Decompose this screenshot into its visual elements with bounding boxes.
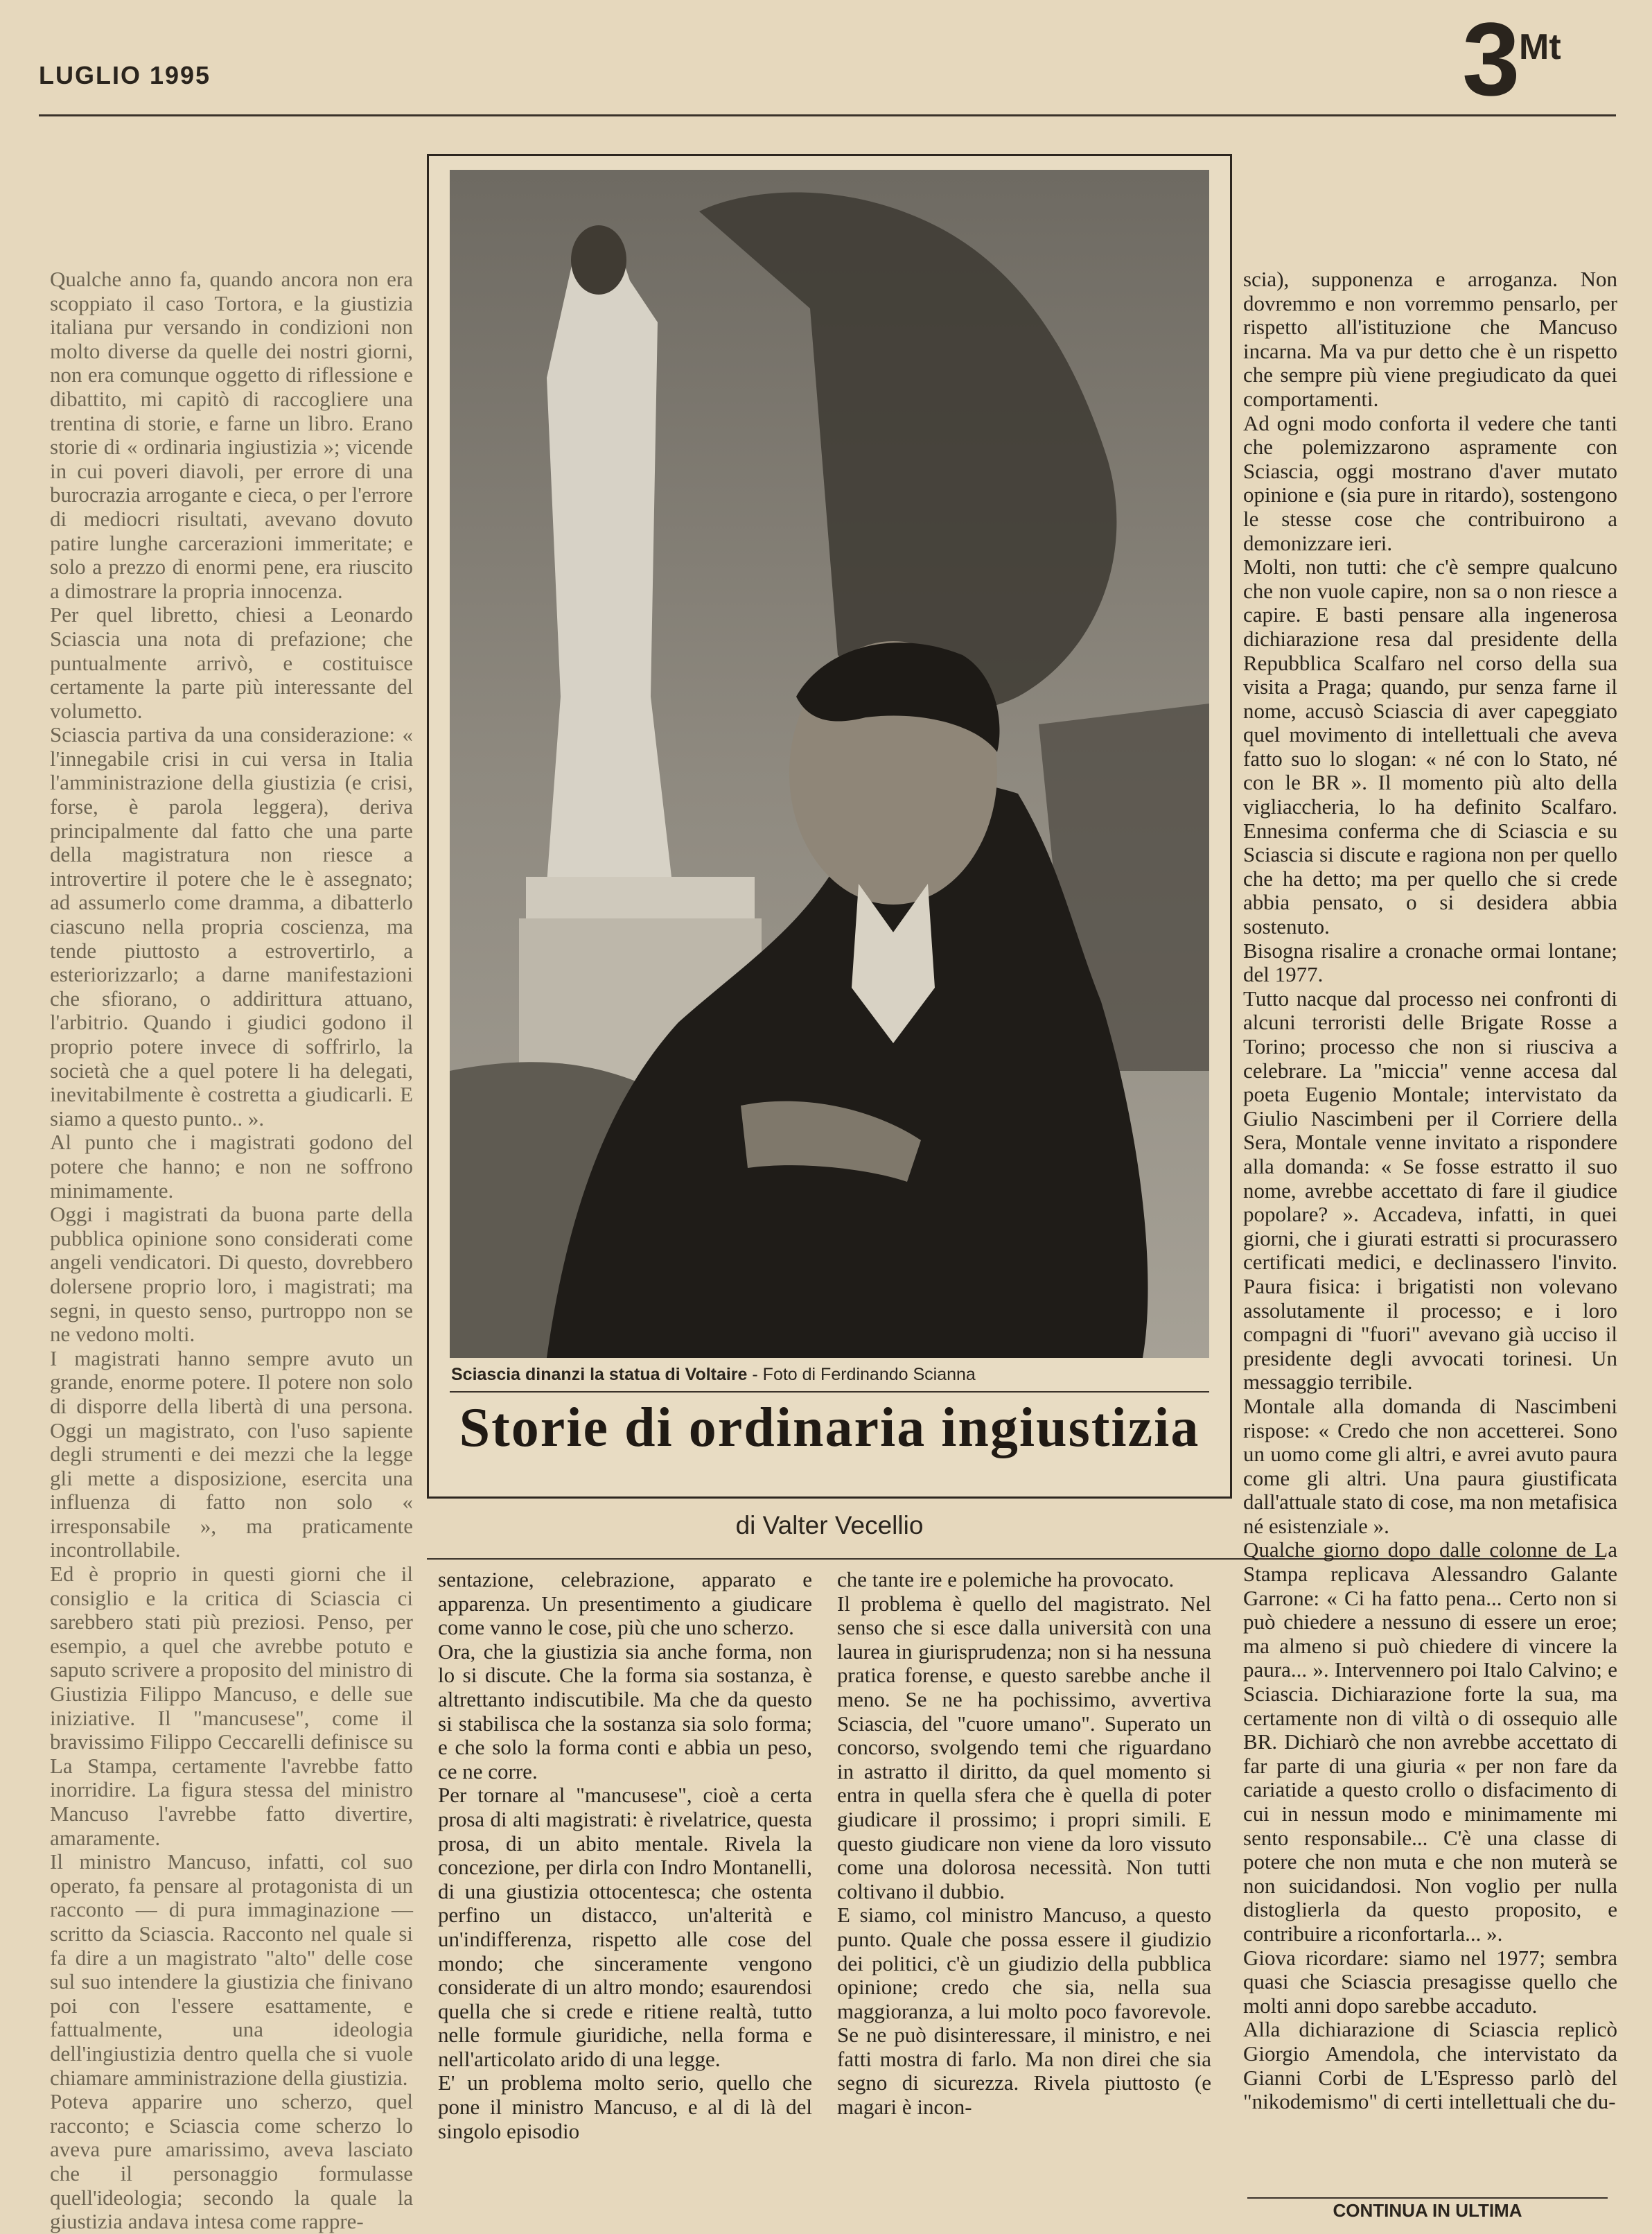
photo-caption	[451, 1365, 976, 1385]
masthead-logo	[1462, 1, 1587, 117]
caption-rule	[450, 1391, 1209, 1393]
masthead-suffix: Mt	[1519, 27, 1561, 67]
issue-date: LUGLIO 1995	[39, 61, 211, 89]
continue-notice: CONTINUA IN ULTIMA	[1247, 2197, 1608, 2222]
article-column-1: Qualche anno fa, quando ancora non era scoppiato il caso Tortora, e la giustizia italiana pur versando in condizioni non molto diverse da quelle dei nostri giorni, non era comunque oggetto di riflessione e dibattito, mi capitò di raccogliere una trentina di storie, e farne un libro. Erano storie di « ordinaria ingiustizia »; vicende in cui poveri diavoli, per errore di una burocrazia arrogante e cieca, o per l'errore di mediocri risultati, avevano dovuto patire lunghe carcerazioni immeritate; e solo a prezzo di enormi pene, era riuscito a dimostrare la propria innocenza. Per quel libretto, chiesi a Leonardo Sciascia una nota di prefazione; che puntualmente arrivò, e costituisce certamente la parte più interessante del volumetto. Sciascia partiva da una considerazione: « l'innegabile crisi in cui versa in Italia l'amministrazione della giustizia (e crisi, forse, è parola leggera), deriva principalmente dal fatto che una parte della magistratura non riesce a introvertire il potere che le è assegnato; ad assumerlo come dramma, a dibatterlo ciascuno nella propria coscienza, ma tende piuttosto a estrovertirlo, a esteriorizzarlo; a darne manifestazioni che sfiorano, o addirittura attuano, l'arbitrio. Quando i giudici godono il proprio potere invece di soffrirlo, la società che a quel potere li ha delegati, inevitabilmente è costretta a giudicarli. E siamo a questo punto.. ». Al punto che i magistrati godono del potere che hanno; e non ne soffrono minimamente. Oggi i magistrati da buona parte della pubblica opinione sono considerati come angeli vendicatori. Di questo, dovrebbero dolersene proprio loro, i magistrati; ma segni, in questo senso, purtroppo non se ne vedono molti. I magistrati hanno sempre avuto un grande, enorme potere. Il potere non solo di disporre della libertà di una persona. Oggi un magistrato, con l'uso sapiente degli strumenti e dei mezzi che la legge gli mette a disposizione, esercita una influenza di fatto non solo « irresponsabile », ma praticamente incontrollabile. Ed è proprio in questi giorni che il consiglio e la critica di Sciascia ci sarebbero stati più preziosi. Penso, per esempio, a quel che avrebbe potuto e saputo scrivere a proposito del ministro di Giustizia Filippo Mancuso, e delle sue iniziative. Il "mancusese", come il bravissimo Filippo Ceccarelli definisce su La Stampa, certamente l'avrebbe fatto inorridire. La figura stessa del ministro Mancuso l'avrebbe fatto divertire, amaramente. Il ministro Mancuso, infatti, col suo operato, fa pensare al protagonista di un racconto — di pura immaginazione — scritto da Sciascia. Racconto nel quale si fa dire a un magistrato "alto" delle cose sul suo intendere la giustizia che finivano poi con l'essere esattamente, e fattualmente, una ideologia dell'ingiustizia dentro quella che si vuole chiamare amministrazione della giustizia. Poteva apparire uno scherzo, quel racconto; e Sciascia come scherzo lo aveva pure amarissimo, aveva lasciato che il personaggio formulasse quell'ideologia; secondo la quale la giustizia andava intesa come rappre-	[50, 267, 413, 2234]
header-rule	[39, 114, 1616, 116]
article-headline: Storie di ordinaria ingiustizia	[459, 1397, 1200, 1458]
photo-frame	[427, 154, 1232, 1499]
photo-sciascia-voltaire	[450, 170, 1209, 1358]
article-byline: di Valter Vecellio	[735, 1511, 924, 1539]
article-column-2: sentazione, celebrazione, apparato e apparenza. Un presentimento a giudicare come vanno le cose, più che uno scherzo. Ora, che la giustizia sia anche forma, non lo si discute. Che la forma sia sostanza, è altrettanto indiscutibile. Ma che da questo si stabilisca che la sostanza sia solo forma; e che solo la forma conti e abbia un peso, ce ne corre. Per tornare al "mancusese", cioè a certa prosa di alti magistrati: è rivelatrice, questa prosa, di un abito mentale. Rivela la concezione, per dirla con Indro Montanelli, di una giustizia ottocentesca; che ostenta perfino un distacco, un'alterità e un'indifferenza, rispetto alle cose del mondo; che sinceramente vengono considerate di un altro mondo; esaurendosi quella che si crede e ritiene realtà, tutto nelle formule giuridiche, nella forma e nell'articolato arido di una legge. E' un problema molto serio, quello che pone il ministro Mancuso, e al di là del singolo episodio	[438, 1567, 812, 2143]
article-column-3: che tante ire e polemiche ha provocato. Il problema è quello del magistrato. Nel senso che si esce dalla università con una laurea in giurisprudenza; non si ha nessuna pratica forense, e questo sarebbe anche il meno. Se ne ha pochissimo, avvertiva Sciascia, del "cuore umano". Superato un concorso, svolgendo temi che riguardano in astratto il diritto, da quel momento si entra in quella sfera che è quella di poter giudicare il prossimo; i propri simili. E questo giudicare non viene da loro vissuto come una dolorosa necessità. Non tutti coltivano il dubbio. E siamo, col ministro Mancuso, a questo punto. Quale che possa essere il giudizio dei politici, c'è un giudizio della pubblica opinione; credo che sia, nella sua maggioranza, a lui molto poco favorevole. Se ne può disinteressare, il ministro, e nei fatti mostra di farlo. Ma non direi che sia segno di sicurezza. Rivela piuttosto (e magari è incon-	[837, 1567, 1211, 2120]
caption-credit: - Foto di Ferdinando Scianna	[747, 1365, 976, 1384]
masthead-number: 3	[1462, 1, 1520, 117]
article-column-4: scia), supponenza e arroganza. Non dovremmo e non vorremmo pensarlo, per rispetto all'istituzione che Mancuso incarna. Ma va pur detto che è un rispetto che sempre più viene pregiudicato da quei comportamenti. Ad ogni modo conforta il vedere che tanti che polemizzarono aspramente con Sciascia, oggi mostrano d'aver mutato opinione e (sia pure in ritardo), sostengono le stesse cose che contribuirono a demonizzare ieri. Molti, non tutti: che c'è sempre qualcuno che non vuole capire, non sa o non riesce a capire. E basti pensare alla ingenerosa dichiarazione resa dal presidente della Repubblica Scalfaro nel corso della sua visita a Praga; quando, pur senza farne il nome, accusò Sciascia di aver capeggiato quel movimento di intellettuali che aveva fatto suo lo slogan: « né con lo Stato, né con le BR ». Il momento più alto della vigliaccheria, lo ha definito Scalfaro. Ennesima conferma che di Sciascia e su Sciascia si discute e ragiona non per quello che ha detto; ma per quello che si crede abbia pensato, o si desidera abbia sostenuto. Bisogna risalire a cronache ormai lontane; del 1977. Tutto nacque dal processo nei confronti di alcuni terroristi delle Brigate Rosse a Torino; processo che non si riusciva a celebrare. La "miccia" venne accesa dal poeta Eugenio Montale; intervistato da Giulio Nascimbeni per il Corriere della Sera, Montale venne invitato a rispondere alla domanda: « Se fosse estratto il suo nome, avrebbe accettato di fare il giudice popolare? ». Accadeva, infatti, in quei giorni, che i giurati estratti si procurassero certificati medici, e declinassero l'invito. Paura fisica: i brigatisti non volevano assolutamente il processo; e i loro compagni di "fuori" avevano già ucciso il presidente degli avvocati torinesi. Un messaggio terribile. Montale alla domanda di Nascimbeni rispose: « Credo che non accetterei. Sono un uomo come gli altri, e avrei avuto paura come gli altri. Una paura giustificata dall'attuale stato di cose, ma non metafisica né esistenziale ». Qualche giorno dopo dalle colonne de La Stampa replicava Alessandro Galante Garrone: « Ci ha fatto pena... Certo non si può chiedere a nessuno di essere un eroe; ma almeno si può chiedere di vincere la paura... ». Intervennero poi Italo Calvino; e Sciascia. Dichiarazione forte la sua, ma certamente non di viltà o di ossequio alle BR. Dichiarò che non avrebbe accettato di far parte di una giuria « per non fare da cariatide a questo crollo o disfacimento di cui in nessun modo e minimamente mi sento responsabile... C'è una classe di potere che non muta e che non muterà se non suicidandosi. Non voglio per nulla distoglierla da questo proposito, e contribuire a riconfortarla... ». Giova ricordare: siamo nel 1977; sembra quasi che Sciascia presagisse quello che molti anni dopo sarebbe accaduto. Alla dichiarazione di Sciascia replicò Giorgio Amendola, che intervistato da Gianni Corbi de L'Espresso parlò del "nikodemismo" di certi intellettuali che du-	[1243, 267, 1617, 2114]
caption-subject: Sciascia dinanzi la statua di Voltaire	[451, 1365, 748, 1384]
